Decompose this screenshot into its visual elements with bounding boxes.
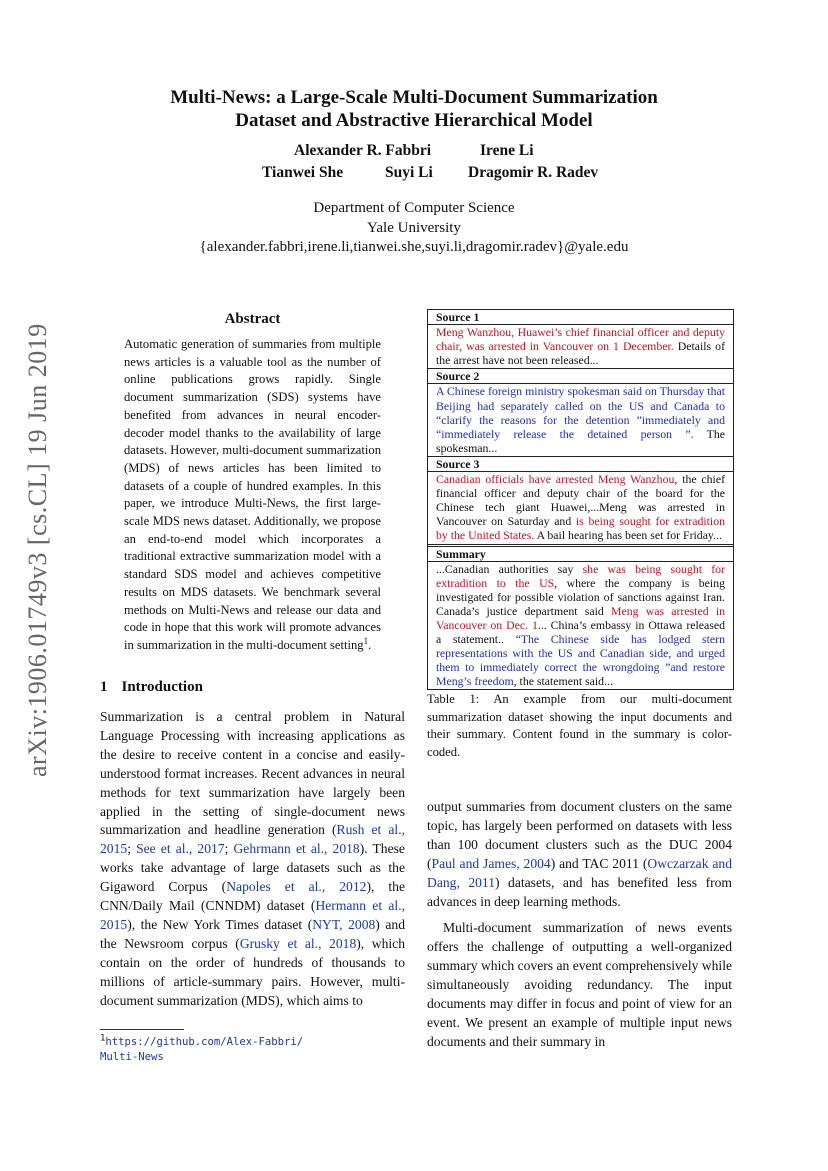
highlight-blue: A Chinese foreign ministry spokesman said on Thursday that Beijing had separately called on the US and Canada to “clarify the reasons for the detention ”immediately and “immediately release the detained person ”. xyxy=(436,384,725,441)
author-emails: {alexander.fabbri,irene.li,tianwei.she,suyi.li,dragomir.radev}@yale.edu xyxy=(199,239,629,255)
intro-body xyxy=(100,708,405,1011)
highlight-red: is being sought for extradition by the United States. xyxy=(436,514,725,543)
highlight-red: Meng was arrested in Vancouver on Dec. 1 xyxy=(436,603,725,632)
paper-title xyxy=(0,86,828,132)
plain-text: ...Canadian authorities say xyxy=(436,561,583,576)
author-li-irene: Irene Li xyxy=(480,142,534,159)
arxiv-identifier: arXiv:1906.01749v3 [cs.CL] 19 Jun 2019 xyxy=(23,323,52,777)
abstract-heading: Abstract xyxy=(224,311,281,327)
footnote-url-part-1[interactable]: https://github.com/Alex-Fabbri/ xyxy=(105,1036,304,1048)
citation-link[interactable]: Grusky et al., 2018 xyxy=(239,935,357,951)
abstract-body: Automatic generation of summaries from multiple news articles is a valuable tool as the number of online publications grows rapidly. Single document summarization (SDS) systems have benefited from advances in neural encoder-decoder model thanks to the availability of large datasets. However, multi-document summarization (MDS) of news articles has been limited to datasets of a couple of hundred examples. In this paper, we introduce Multi-News, the first large-scale MDS news dataset. Additionally, we propose an end-to-end model which incorporates a traditional extractive summarization model with a standard SDS model and achieves competitive results on MDS datasets. We benchmark several methods on Multi-News and release our data and code in hope that this work will promote advances in summarization in the multi-document setting$^1$. xyxy=(124,337,381,652)
intro-text: ), the CNN/Daily Mail (CNNDM) dataset ( xyxy=(100,879,405,914)
department: Department of Computer Science xyxy=(313,200,515,216)
source-1-header: Source 1 xyxy=(428,310,733,325)
plain-text: The spokesman... xyxy=(436,426,725,455)
source-3-body xyxy=(428,472,733,546)
citation-link[interactable]: Gehrmann et al., 2018 xyxy=(233,841,360,857)
source-2-body xyxy=(428,384,733,456)
footnote-url-part-2[interactable]: Multi-News xyxy=(100,1051,164,1063)
intro-heading xyxy=(100,679,203,696)
section-number: 1 xyxy=(100,679,108,695)
intro-text: ), the New York Times dataset ( xyxy=(127,916,313,932)
citation-link[interactable]: Owczarzak and Dang, 2011 xyxy=(427,855,732,890)
author-she: Tianwei She xyxy=(262,164,344,181)
table-caption: Table 1: An example from our multi-document summarization dataset showing the input documents and their summary. Content found in the summary is color-coded. xyxy=(427,692,732,760)
example-table xyxy=(427,309,734,690)
plain-text: , where the company is being investigated for possible violation of sanctions against Iran. Canada’s justice department said xyxy=(436,575,725,618)
abstract-text: Automatic generation of summaries from multiple news articles is a valuable tool as the number of online publications grows rapidly. Single document summarization (SDS) systems have benefited from advances in neural encoder-decoder model thanks to the availability of large datasets. However, multi-document summarization (MDS) of news articles has been limited to datasets of a couple of hundred examples. In this paper, we introduce Multi-News, the first large-scale MDS news dataset. Additionally, we propose an end-to-end model which incorporates a traditional extractive summarization model with a standard SDS model and achieves competitive results on MDS datasets. We benchmark several methods on Multi-News and release our data and code in hope that this work will promote advances in summarization in the multi-document setting xyxy=(124,337,381,652)
summary-body xyxy=(428,562,733,690)
highlight-red: Meng Wanzhou, Huawei’s chief financial officer and deputy chair, was arrested in Vancouver on 1 December. xyxy=(436,325,725,354)
section-title: Introduction xyxy=(121,679,203,695)
intro-text: ; xyxy=(127,841,137,857)
source-1-body xyxy=(428,325,733,369)
citation-link[interactable]: See et al., 2017 xyxy=(136,841,225,857)
plain-text: ... China’s embassy in Ottawa released a statement.. xyxy=(436,617,725,647)
citation-link[interactable]: Hermann et al., 2015 xyxy=(100,898,406,932)
highlight-red: she was being sought for extradition to the US xyxy=(436,561,725,590)
university: Yale University xyxy=(367,219,461,236)
right-column-body xyxy=(427,798,732,1052)
paragraph: Multi-document summarization of news events offers the challenge of outputting a well-organized summary which covers an event comprehensively while simultaneously avoiding redundancy. The input documents may differ in focus and point of view for an event. We present an example of multiple input news documents and their summary in xyxy=(427,920,733,1049)
source-2-header: Source 2 xyxy=(428,369,733,384)
footnote-marker[interactable]: 1 xyxy=(363,635,369,646)
highlight-red: Canadian officials have arrested Meng Wanzhou xyxy=(436,472,675,487)
intro-text: ) and the Newsroom corpus ( xyxy=(100,916,405,951)
citation-link[interactable]: Rush et al., 2015 xyxy=(100,822,405,857)
source-3-header: Source 3 xyxy=(428,457,733,472)
body-text: output summaries from document clusters on the same topic, has largely been performed on datasets with less than 100 document clusters such as the DUC 2004 ( xyxy=(427,799,732,871)
body-text: ) and TAC 2011 ( xyxy=(550,855,648,871)
intro-text: ), which contain on the order of hundreds of thousands to millions of article-summary pairs. However, multi-document summarization (MDS), which aims to xyxy=(100,935,405,1008)
plain-text: , the chief financial officer and deputy chair of the board for the Chinese tech giant Huawei,...Meng was arrested in Vancouver on Saturday and xyxy=(436,472,725,529)
plain-text: A bail hearing has been set for Friday... xyxy=(534,528,722,543)
citation-link[interactable]: Napoles et al., 2012 xyxy=(226,879,367,895)
citation-link[interactable]: NYT, 2008 xyxy=(312,916,376,932)
intro-text: ). These works take advantage of large datasets such as the Gigaword Corpus ( xyxy=(100,841,405,895)
body-text: ) datasets, and has benefited less from advances in deep learning methods. xyxy=(427,874,732,909)
summary-header: Summary xyxy=(428,547,733,562)
affiliation xyxy=(0,199,828,258)
paragraph xyxy=(427,798,732,911)
intro-text: Summarization is a central problem in Natural Language Processing with increasing applications as the desire to receive content in a concise and easily-understood format increases. Recent advances in neural methods for text summarization have largely been applied in the setting of single-document news summarization and headline generation ( xyxy=(100,709,405,838)
highlight-blue: “The Chinese side has lodged stern representations with the US and Canadian side, and urged them to immediately correct the wrongdoing ”and restore Meng’s freedom xyxy=(436,632,725,689)
title-line-1: Multi-News: a Large-Scale Multi-Document Summarization xyxy=(170,87,658,108)
intro-text: ; xyxy=(224,841,234,857)
author-li-suyi: Suyi Li xyxy=(385,164,433,181)
author-fabbri: Alexander R. Fabbri xyxy=(294,142,432,159)
citation-link[interactable]: Paul and James, 2004 xyxy=(431,855,551,871)
plain-text: Details of the arrest have not been released... xyxy=(436,339,725,368)
footnote-rule xyxy=(100,1029,184,1030)
title-line-2: Dataset and Abstractive Hierarchical Model xyxy=(235,110,593,131)
plain-text: , the statement said... xyxy=(513,674,613,689)
footnote-number: 1 xyxy=(100,1033,106,1044)
author-radev: Dragomir R. Radev xyxy=(468,164,599,181)
footnote xyxy=(100,1035,405,1065)
